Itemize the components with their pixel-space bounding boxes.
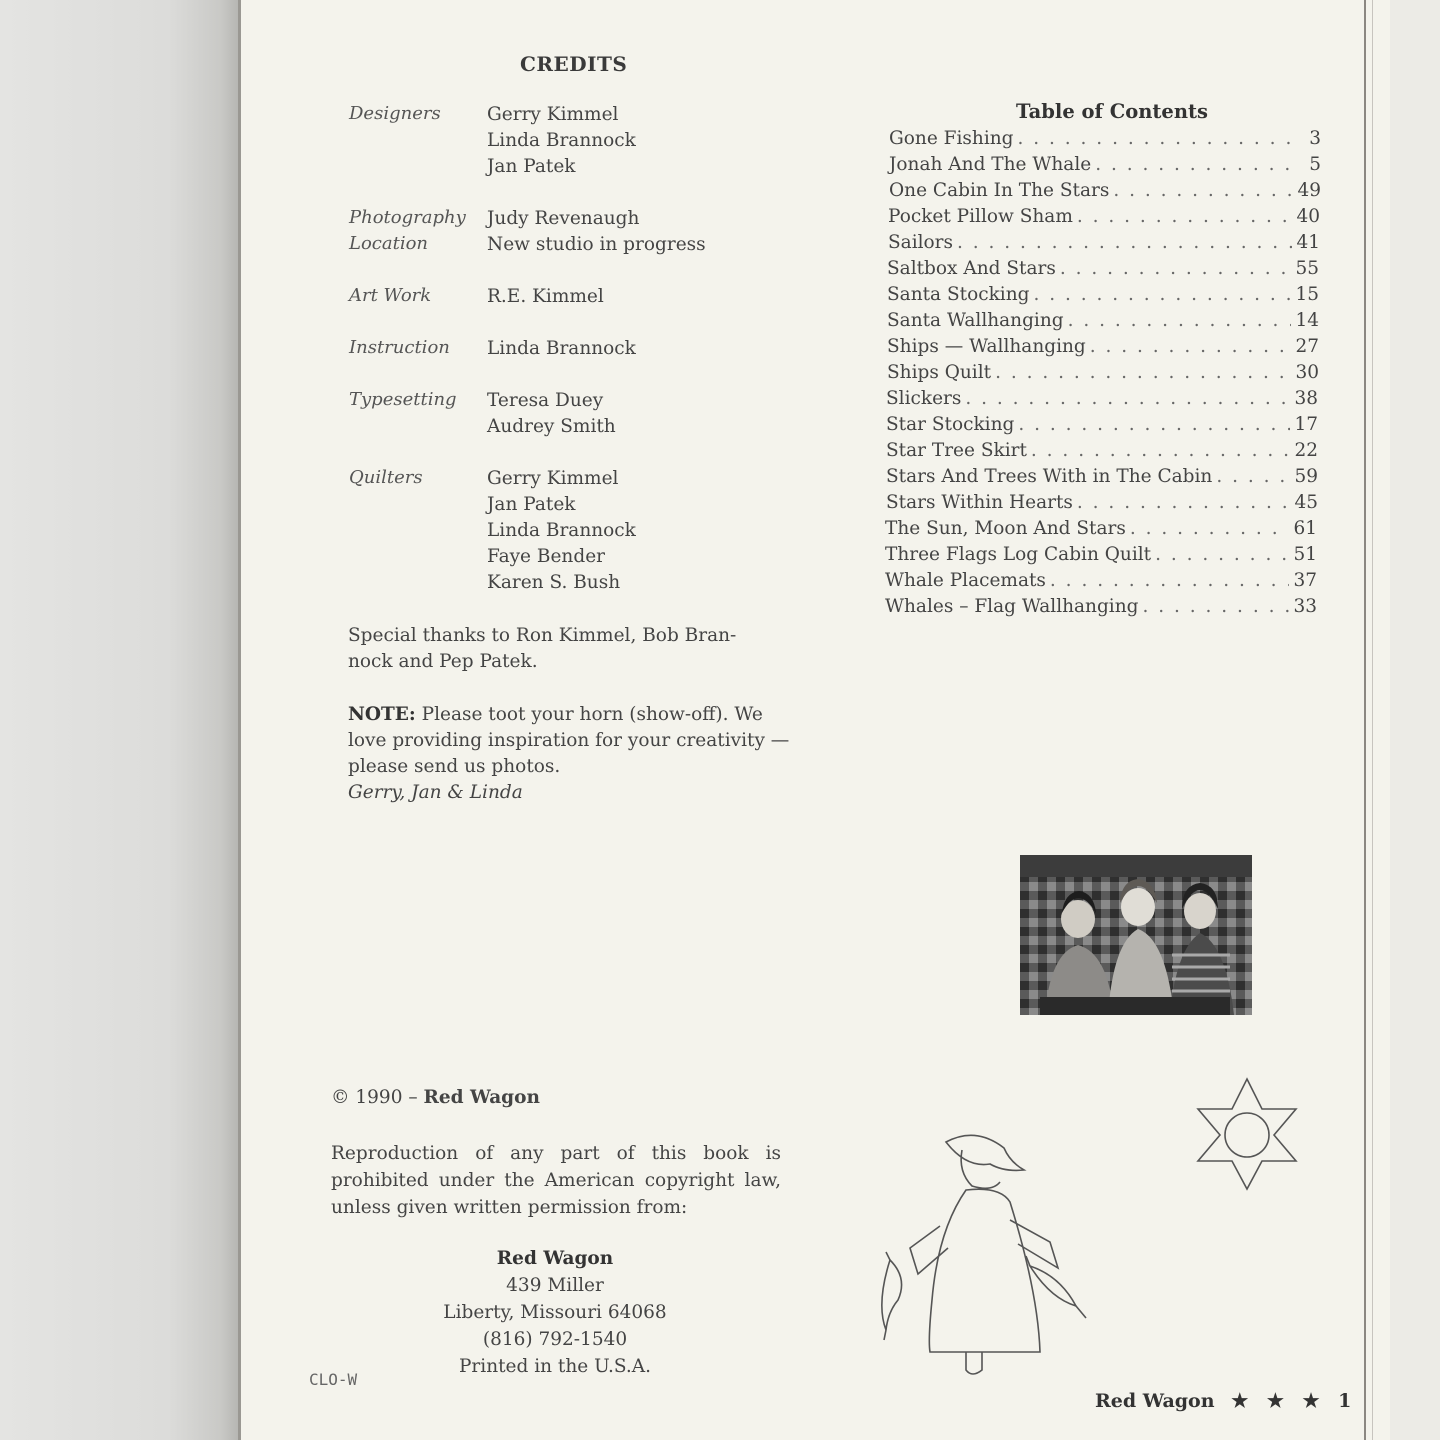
toc-entry-page: 51 [1293,544,1317,565]
toc-leader-dots [1077,492,1291,513]
toc-entry [887,310,1319,336]
page-number: 1 [1338,1390,1352,1412]
toc-entry [885,596,1317,622]
quilter-name: Linda Brannock [487,520,636,541]
toc-entry-page: 3 [1309,128,1321,149]
toc-leader-dots [1068,310,1292,331]
location-label: Location [349,233,429,254]
toc-entry [886,414,1318,440]
toc-leader-dots [1090,336,1292,357]
typesetting-label: Typesetting [349,389,457,410]
quilter-name: Karen S. Bush [487,572,621,593]
toc-entry-title: Whales – Flag Wallhanging [885,596,1139,617]
address-name: Red Wagon [496,1248,614,1269]
toc-heading: Table of Contents [1016,100,1208,123]
quilters-label: Quilters [349,467,423,488]
toc-entry-title: Ships — Wallhanging [887,336,1086,357]
toc-entry [889,180,1321,206]
location-value: New studio in progress [487,234,706,255]
page-edge-line-inner [1372,0,1373,1440]
designer-name: Linda Brannock [487,130,636,151]
toc-leader-dots [1031,440,1291,461]
instruction-label: Instruction [349,337,450,358]
reproduction-notice [331,1140,781,1221]
instruction-name: Linda Brannock [487,338,636,359]
toc-entry [886,492,1318,518]
photography-label: Photography [349,207,466,228]
toc-entry-title: Star Stocking [886,414,1015,435]
toc-entry-title: Star Tree Skirt [886,440,1027,461]
toc-entry-page: 41 [1296,232,1320,253]
toc-entry-title: Ships Quilt [887,362,992,383]
note-paragraph [348,702,798,806]
address-street: 439 Miller [506,1275,604,1296]
toc-entry-title: Stars Within Hearts [886,492,1073,513]
toc-leader-dots [1018,414,1290,435]
page-edge-line [1364,0,1366,1440]
address-city: Liberty, Missouri 64068 [443,1302,667,1323]
footer-stars: ★ ★ ★ [1231,1390,1326,1412]
toc-entry-page: 22 [1294,440,1318,461]
quilter-name: Faye Bender [487,546,605,567]
toc-entry-title: One Cabin In The Stars [889,180,1110,201]
toc-entry-page: 45 [1294,492,1318,513]
book-spine-shadow [0,0,240,1440]
toc-entry-title: Santa Stocking [887,284,1030,305]
page-edge [1390,0,1440,1440]
toc-leader-dots [995,362,1291,383]
toc-leader-dots [957,232,1292,253]
toc-leader-dots [1077,206,1293,227]
toc-entry [888,232,1320,258]
toc-entry-page: 33 [1293,596,1317,617]
designer-name: Jan Patek [487,156,576,177]
toc-entry-page: 55 [1295,258,1319,279]
toc-leader-dots [1033,284,1291,305]
toc-entry [887,258,1319,284]
thanks-line: nock and Pep Patek. [348,651,538,672]
toc-entry-page: 61 [1293,518,1317,539]
quilter-name: Jan Patek [487,494,576,515]
toc-entry [887,284,1319,310]
repro-line: Reproduction of any part of this book is [331,1143,781,1164]
toc-entry-title: Saltbox And Stars [887,258,1056,279]
copyright-year: 1990 – [355,1087,418,1108]
printed-in: Printed in the U.S.A. [458,1356,652,1377]
note-signature: Gerry, Jan & Linda [348,782,523,803]
star-sun-illustration [1192,1075,1302,1193]
toc-entry [887,336,1319,362]
designers-label: Designers [349,103,441,124]
toc-entry [885,544,1317,570]
toc-entry [886,388,1318,414]
toc-leader-dots [1130,518,1290,539]
toc-leader-dots [1095,154,1297,175]
note-line: please send us photos. [348,756,561,777]
designers-photo [1020,855,1252,1015]
thanks-line: Special thanks to Ron Kimmel, Bob Bran- [348,625,737,646]
copyright-publisher: Red Wagon [423,1087,540,1108]
note-line: love providing inspiration for your creativity — [348,730,790,751]
toc-entry-page: 59 [1294,466,1318,487]
quilter-name: Gerry Kimmel [487,468,619,489]
footer-publisher: Red Wagon [1095,1390,1215,1412]
product-code: CLO-W [309,1370,358,1389]
toc-entry [886,440,1318,466]
typesetter-name: Audrey Smith [487,416,616,437]
toc-entry [889,128,1321,154]
toc-entry-page: 17 [1294,414,1318,435]
toc-entry-title: Gone Fishing [889,128,1014,149]
copyright-symbol: © [331,1087,350,1108]
toc-entry-page: 30 [1295,362,1319,383]
typesetter-name: Teresa Duey [487,390,604,411]
toc-entry [886,466,1318,492]
toc-leader-dots [1113,180,1293,201]
special-thanks [348,623,798,675]
toc-entry-page: 15 [1295,284,1319,305]
toc-entry-page: 38 [1294,388,1318,409]
toc-entry-title: The Sun, Moon And Stars [885,518,1126,539]
sailor-illustration [880,1130,1100,1380]
note-label: NOTE: [348,704,416,725]
credits-heading: CREDITS [520,52,628,76]
toc-leader-dots [1216,466,1290,487]
toc-entry [887,362,1319,388]
toc-leader-dots [1018,128,1298,149]
page-footer [1095,1390,1351,1412]
toc-entry-title: Santa Wallhanging [887,310,1064,331]
toc-entry-title: Slickers [886,388,962,409]
repro-line: unless given written permission from: [331,1197,688,1218]
toc-entry-page: 5 [1309,154,1321,175]
toc-entry-page: 40 [1296,206,1320,227]
note-text: Please toot your horn (show-off). We [421,704,763,725]
toc-entry-title: Stars And Trees With in The Cabin [886,466,1213,487]
note-line [348,702,798,728]
toc-leader-dots [1060,258,1292,279]
toc-entry-title: Three Flags Log Cabin Quilt [885,544,1152,565]
toc-entry-title: Sailors [888,232,954,253]
toc-entry-page: 14 [1295,310,1319,331]
toc-entry-page: 37 [1293,570,1317,591]
toc-entry-title: Pocket Pillow Sham [888,206,1073,227]
toc-entry-page: 49 [1297,180,1321,201]
photographer-name: Judy Revenaugh [487,208,640,229]
designer-name: Gerry Kimmel [487,104,619,125]
toc-entry [885,570,1317,596]
artwork-label: Art Work [349,285,432,306]
toc-entry-page: 27 [1295,336,1319,357]
repro-line: prohibited under the American copyright law, [331,1170,781,1191]
toc-entry [888,206,1320,232]
copyright-line [331,1087,540,1108]
artwork-name: R.E. Kimmel [487,286,604,307]
toc-entry [885,518,1317,544]
toc-leader-dots [1155,544,1289,565]
toc-leader-dots [965,388,1290,409]
toc-entry [889,154,1321,180]
address-phone: (816) 792-1540 [482,1329,628,1350]
toc-leader-dots [1142,596,1289,617]
toc-leader-dots [1050,570,1290,591]
toc-entry-title: Jonah And The Whale [889,154,1092,175]
toc-entry-title: Whale Placemats [885,570,1046,591]
